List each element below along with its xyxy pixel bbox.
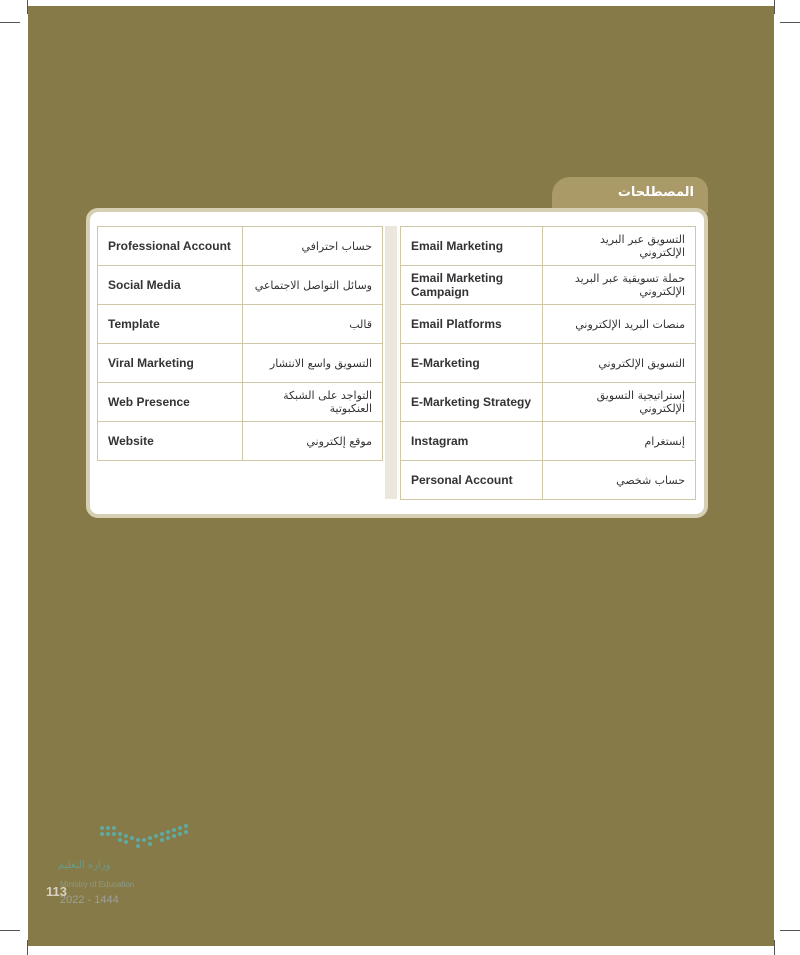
term-english: Viral Marketing	[98, 344, 243, 383]
term-english: E-Marketing Strategy	[401, 383, 543, 422]
ministry-logo-icon	[98, 822, 194, 852]
term-arabic: التواجد على الشبكة العنكبوتية	[243, 383, 383, 422]
section-title: المصطلحات	[552, 177, 708, 213]
term-english: Email Marketing	[401, 227, 543, 266]
term-arabic: منصات البريد الإلكتروني	[543, 305, 696, 344]
term-arabic: حساب احترافي	[243, 227, 383, 266]
crop-mark	[780, 930, 800, 931]
term-english: Email Marketing Campaign	[401, 266, 543, 305]
term-arabic: التسويق واسع الانتشار	[243, 344, 383, 383]
crop-mark	[0, 22, 20, 23]
page-number: 113	[46, 884, 67, 899]
term-english: Email Platforms	[401, 305, 543, 344]
term-arabic: قالب	[243, 305, 383, 344]
table-row	[98, 266, 383, 305]
term-english: Web Presence	[98, 383, 243, 422]
term-arabic: موقع إلكتروني	[243, 422, 383, 461]
term-english: Personal Account	[401, 461, 543, 500]
crop-mark	[0, 930, 20, 931]
term-arabic: التسويق عبر البريد الإلكتروني	[543, 227, 696, 266]
ministry-name-arabic: وزارة التعليم	[58, 860, 111, 871]
term-english: Social Media	[98, 266, 243, 305]
table-row	[401, 266, 696, 305]
table-row	[401, 383, 696, 422]
ministry-name-english: Ministry of Education	[60, 880, 135, 889]
term-english: Template	[98, 305, 243, 344]
column-divider	[385, 226, 397, 499]
term-arabic: إستراتيجية التسويق الإلكتروني	[543, 383, 696, 422]
crop-mark	[774, 940, 775, 955]
term-arabic: حساب شخصي	[543, 461, 696, 500]
term-english: Professional Account	[98, 227, 243, 266]
term-english: Website	[98, 422, 243, 461]
table-row	[98, 227, 383, 266]
term-english: Instagram	[401, 422, 543, 461]
table-row	[98, 422, 383, 461]
table-row	[401, 422, 696, 461]
term-arabic: وسائل التواصل الاجتماعي	[243, 266, 383, 305]
term-arabic: التسويق الإلكتروني	[543, 344, 696, 383]
term-arabic: حملة تسويقية عبر البريد الإلكتروني	[543, 266, 696, 305]
glossary-table-left	[97, 226, 383, 461]
term-arabic: إنستغرام	[543, 422, 696, 461]
edition-year: 2022 - 1444	[60, 894, 119, 906]
term-english: E-Marketing	[401, 344, 543, 383]
table-row	[401, 344, 696, 383]
glossary-table-right	[400, 226, 696, 500]
table-row	[98, 305, 383, 344]
crop-mark	[774, 0, 775, 14]
table-row	[401, 461, 696, 500]
crop-mark	[780, 22, 800, 23]
table-row	[401, 305, 696, 344]
table-row	[98, 383, 383, 422]
table-row	[98, 344, 383, 383]
table-row	[401, 227, 696, 266]
